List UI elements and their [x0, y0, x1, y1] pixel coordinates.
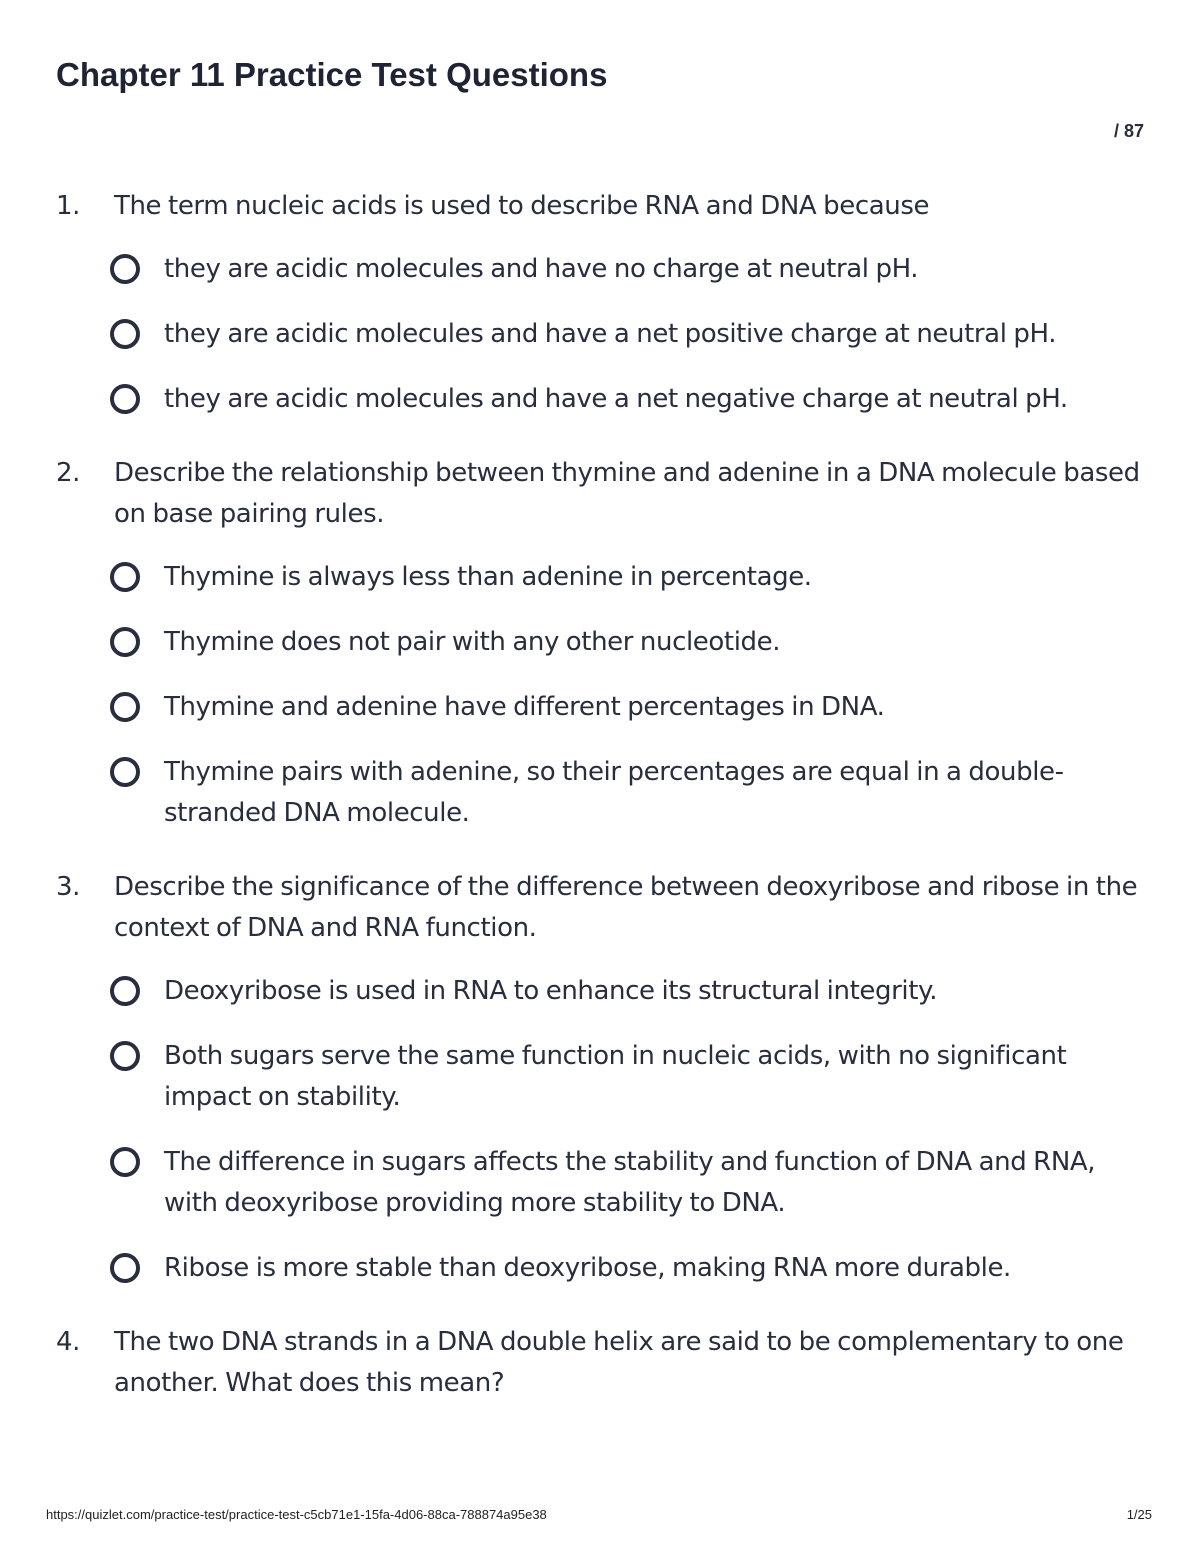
radio-circle-icon[interactable] — [110, 692, 140, 722]
footer-url: https://quizlet.com/practice-test/practice-test-c5cb71e1-15fa-4d06-88ca-788874a95e38 — [46, 1507, 547, 1522]
answer-option[interactable] — [110, 687, 1150, 728]
question-text: Describe the relationship between thymine and adenine in a DNA molecule based on base pairing rules. — [114, 458, 1140, 529]
answer-option-text: Thymine and adenine have different percentages in DNA. — [164, 692, 885, 722]
answer-option-text: The difference in sugars affects the stability and function of DNA and RNA, with deoxyribose providing more stability to DNA. — [164, 1147, 1096, 1218]
question-header — [56, 453, 1150, 535]
question-number: 2. — [56, 458, 81, 488]
radio-circle-icon[interactable] — [110, 976, 140, 1006]
answer-option[interactable] — [110, 971, 1150, 1012]
answer-options — [56, 971, 1150, 1289]
answer-option-text: Thymine is always less than adenine in percentage. — [164, 562, 812, 592]
answer-option-text: Thymine pairs with adenine, so their percentages are equal in a double-stranded DNA molecule. — [164, 757, 1064, 828]
radio-circle-icon[interactable] — [110, 384, 140, 414]
answer-option-text: Thymine does not pair with any other nucleotide. — [164, 627, 781, 657]
question-2 — [56, 453, 1150, 834]
question-4 — [56, 1322, 1150, 1404]
question-number: 3. — [56, 872, 81, 902]
question-3 — [56, 867, 1150, 1289]
radio-circle-icon[interactable] — [110, 1253, 140, 1283]
answer-options — [56, 557, 1150, 834]
answer-options — [56, 249, 1150, 420]
question-text: The term nucleic acids is used to describe RNA and DNA because — [114, 191, 930, 221]
radio-circle-icon[interactable] — [110, 757, 140, 787]
answer-option[interactable] — [110, 1036, 1150, 1118]
answer-option[interactable] — [110, 249, 1150, 290]
radio-circle-icon[interactable] — [110, 319, 140, 349]
answer-option[interactable] — [110, 1248, 1150, 1289]
question-header — [56, 867, 1150, 949]
question-header — [56, 186, 1150, 227]
question-text: Describe the significance of the difference between deoxyribose and ribose in the context of DNA and RNA function. — [114, 872, 1138, 943]
answer-option-text: Ribose is more stable than deoxyribose, making RNA more durable. — [164, 1253, 1011, 1283]
answer-option-text: Both sugars serve the same function in nucleic acids, with no significant impact on stability. — [164, 1041, 1067, 1112]
answer-option-text: they are acidic molecules and have a net positive charge at neutral pH. — [164, 319, 1057, 349]
answer-option-text: they are acidic molecules and have no charge at neutral pH. — [164, 254, 919, 284]
answer-option[interactable] — [110, 622, 1150, 663]
answer-option[interactable] — [110, 557, 1150, 598]
answer-option[interactable] — [110, 1142, 1150, 1224]
page-indicator: 1/25 — [1126, 1507, 1152, 1522]
answer-option[interactable] — [110, 314, 1150, 355]
radio-circle-icon[interactable] — [110, 562, 140, 592]
score-total: / 87 — [1113, 121, 1144, 141]
page-title: Chapter 11 Practice Test Questions — [56, 56, 608, 93]
radio-circle-icon[interactable] — [110, 254, 140, 284]
question-number: 4. — [56, 1327, 81, 1357]
answer-option[interactable] — [110, 752, 1150, 834]
question-header — [56, 1322, 1150, 1404]
answer-option-text: Deoxyribose is used in RNA to enhance its structural integrity. — [164, 976, 938, 1006]
radio-circle-icon[interactable] — [110, 1041, 140, 1071]
question-1 — [56, 186, 1150, 420]
question-list — [56, 186, 1150, 1437]
question-text: The two DNA strands in a DNA double helix are said to be complementary to one another. What does this mean? — [114, 1327, 1124, 1398]
answer-option-text: they are acidic molecules and have a net negative charge at neutral pH. — [164, 384, 1068, 414]
question-number: 1. — [56, 191, 81, 221]
radio-circle-icon[interactable] — [110, 1147, 140, 1177]
answer-option[interactable] — [110, 379, 1150, 420]
radio-circle-icon[interactable] — [110, 627, 140, 657]
